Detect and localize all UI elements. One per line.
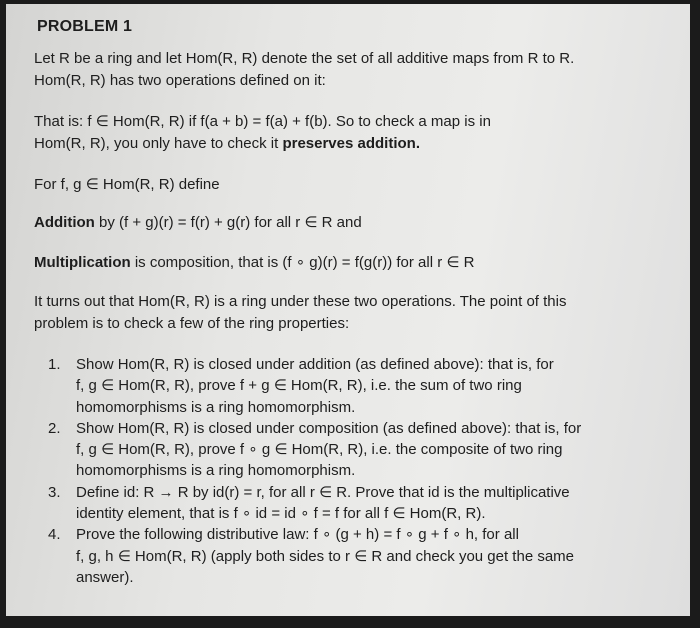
item-line: Define id: R → R by id(r) = r, for all r ∈ R. Prove that id is the multiplicative: [76, 483, 570, 501]
multiplication-label: Multiplication: [34, 254, 131, 271]
item-line: Show Hom(R, R) is closed under addition (as defined above): that is, for: [76, 356, 554, 373]
item-line: answer).: [76, 568, 134, 586]
that-is-line-2: [34, 133, 420, 155]
item-line: homomorphisms is a ring homomorphism.: [76, 398, 356, 416]
addition-label: Addition: [34, 214, 95, 231]
for-line: For f, g ∈ Hom(R, R) define: [34, 176, 220, 193]
that-is-line-2-text: Hom(R, R), you only have to check it: [34, 135, 283, 152]
item-number: 2.: [48, 419, 61, 437]
multiplication-definition: [34, 252, 474, 274]
item-line: homomorphisms is a ring homomorphism.: [76, 462, 356, 480]
that-is-line-1: That is: f ∈ Hom(R, R) if f(a + b) = f(a) + f(b). So to check a map is in: [34, 113, 491, 130]
item-number: 3.: [48, 483, 61, 501]
addition-definition: [34, 212, 362, 234]
turns-out-line-1: It turns out that Hom(R, R) is a ring under these two operations. The point of this: [34, 293, 567, 310]
list-item: [48, 354, 581, 418]
item-number: 1.: [48, 356, 61, 373]
problem-title: PROBLEM 1: [37, 18, 133, 35]
multiplication-text: is composition, that is (f ∘ g)(r) = f(g(r)) for all r ∈ R: [130, 254, 475, 271]
item-number: 4.: [48, 526, 61, 544]
list-item: [48, 482, 581, 525]
item-line: Show Hom(R, R) is closed under composition (as defined above): that is, for: [76, 419, 582, 437]
item-line: f, g ∈ Hom(R, R), prove f ∘ g ∈ Hom(R, R), i.e. the composite of two ring: [76, 441, 563, 459]
item-line: f, g, h ∈ Hom(R, R) (apply both sides to r ∈ R and check you get the same: [76, 547, 575, 565]
turns-out-line-2: problem is to check a few of the ring properties:: [34, 315, 350, 332]
item-line: identity element, that is f ∘ id = id ∘ f = f for all f ∈ Hom(R, R).: [76, 505, 486, 523]
item-line: Prove the following distributive law: f ∘ (g + h) = f ∘ g + f ∘ h, for all: [76, 526, 519, 544]
intro-line-2: Hom(R, R) has two operations defined on it:: [34, 72, 326, 89]
list-item: [48, 524, 581, 588]
item-line: f, g ∈ Hom(R, R), prove f + g ∈ Hom(R, R), i.e. the sum of two ring: [76, 377, 522, 395]
list-item: [48, 418, 581, 482]
problem-list: [48, 354, 581, 588]
document-page: [6, 4, 690, 616]
intro-line-1: Let R be a ring and let Hom(R, R) denote the set of all additive maps from R to R.: [34, 50, 575, 67]
preserves-addition-emphasis: preserves addition.: [282, 135, 420, 152]
addition-text: by (f + g)(r) = f(r) + g(r) for all r ∈ R and: [94, 214, 362, 231]
